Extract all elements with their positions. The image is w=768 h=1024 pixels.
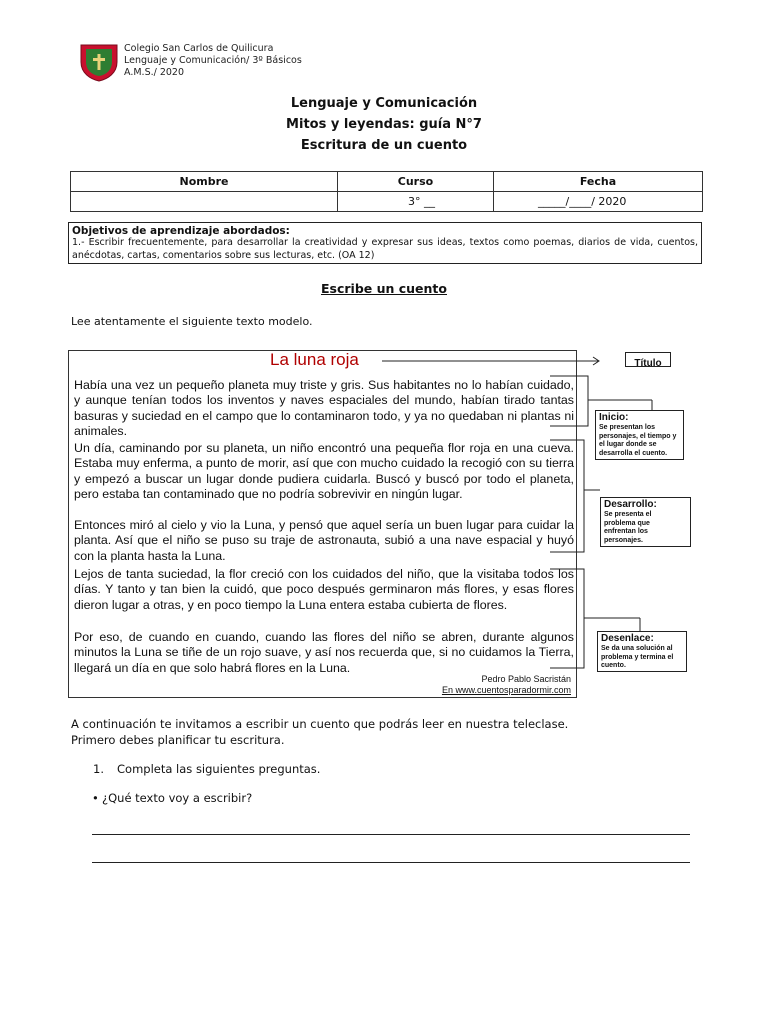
- desarrollo-description: Se presenta el problema que enfrentan los personajes.: [604, 511, 652, 544]
- inicio-title: Inicio:: [599, 412, 629, 423]
- instructions-line-2: Primero debes planificar tu escritura.: [71, 733, 285, 747]
- story-paragraph-3: Entonces miró al cielo y vio la Luna, y pensó que aquel sería un buen lugar para cuidar la planta. Así que el niño se puso su traje de astronauta, subió a una nave espacial y huyó con la planta hasta la Luna.: [74, 518, 574, 563]
- name-field[interactable]: [71, 192, 338, 212]
- desenlace-title: Desenlace:: [601, 633, 654, 644]
- date-header: Fecha: [494, 172, 703, 192]
- student-info-table: [70, 171, 703, 212]
- date-field[interactable]: _____/____/ 2020: [494, 192, 703, 212]
- bullet-icon: •: [92, 791, 99, 805]
- story-paragraph-5: Por eso, de cuando en cuando, cuando las flores del niño se abren, durante algunos minutos la Luna se tiñe de un rojo suave, y así nos recuerda que, si no cuidamos la Tierra, llegará un día en que solo habrá flores en la Luna.: [74, 630, 574, 675]
- guide-title: Mitos y leyendas: guía N°7: [286, 117, 482, 132]
- desarrollo-title: Desarrollo:: [604, 499, 657, 510]
- school-name: Colegio San Carlos de Quilicura: [124, 43, 274, 54]
- story-author: Pedro Pablo Sacristán: [481, 674, 571, 684]
- school-crest-icon: [78, 42, 120, 82]
- instructions-line-1: A continuación te invitamos a escribir un cuento que podrás leer en nuestra teleclase.: [71, 717, 569, 731]
- course-header: Curso: [338, 172, 494, 192]
- subject-title: Lenguaje y Comunicación: [290, 96, 478, 111]
- intro-text: Lee atentamente el siguiente texto modelo.: [71, 315, 313, 328]
- annotation-desenlace-box: [597, 631, 687, 672]
- step-1-text: Completa las siguientes preguntas.: [117, 762, 321, 776]
- inicio-description: Se presentan los personajes, el tiempo y el lugar donde se desarrolla el cuento.: [599, 424, 677, 457]
- step-1-number: 1.: [93, 762, 104, 776]
- objectives-box: [68, 222, 702, 264]
- story-paragraph-1: Había una vez un pequeño planeta muy triste y gris. Sus habitantes no lo habían cuidado, y aunque tenían todos los inventos y naves espaciales del mundo, habían tirado tantas basuras y suciedad en el campo que lo contaminaron todo, y ya no quedaban ni plantas ni animales.: [74, 378, 574, 439]
- story-paragraph-2: Un día, caminando por su planeta, un niño encontró una pequeña flor roja en una cueva. Estaba muy enferma, a punto de morir, así que con mucho cuidado la recogió con su tierra y empezó a buscar un lugar donde pudiera cuidarla. Buscó y buscó por todo el planeta, pero estaba tan contaminado que no podría sobrevivir en ningún lugar.: [74, 441, 574, 502]
- answer-line-2[interactable]: [92, 862, 690, 863]
- answer-line-1[interactable]: [92, 834, 690, 835]
- annotation-desarrollo-box: [600, 497, 691, 547]
- name-header: Nombre: [71, 172, 338, 192]
- objectives-title: Objetivos de aprendizaje abordados:: [72, 225, 290, 237]
- question-1: ¿Qué texto voy a escribir?: [102, 791, 253, 805]
- section-title: Escribe un cuento: [320, 281, 447, 296]
- course-line: Lenguaje y Comunicación/ 3º Básicos: [124, 55, 302, 66]
- story-source: En www.cuentosparadormir.com: [441, 685, 571, 695]
- story-paragraph-4: Lejos de tanta suciedad, la flor creció con los cuidados del niño, que la visitaba todos los días. Y tanto y tan bien la cuidó, que poco después germinaron más flores, y esas flores dieron lugar a otras, y en poco tiempo la Luna entera estaba cubierta de flores.: [74, 567, 574, 612]
- story-title: La luna roja: [270, 350, 359, 369]
- story-credit: [300, 674, 571, 696]
- annotation-title-box: [625, 352, 671, 367]
- objectives-text: 1.- Escribir frecuentemente, para desarrollar la creatividad y expresar sus ideas, textos como poemas, diarios de vida, cuentos, anécdotas, cartas, comentarios sobre sus lecturas, etc. (OA 12): [72, 237, 698, 261]
- desenlace-description: Se da una solución al problema y termina el cuento.: [601, 645, 674, 669]
- course-field[interactable]: 3° __: [338, 192, 494, 212]
- topic-title: Escritura de un cuento: [300, 138, 468, 153]
- annotation-inicio-box: [595, 410, 684, 460]
- author-initials: A.M.S./ 2020: [124, 67, 185, 78]
- annotation-title-label: Título: [634, 358, 662, 369]
